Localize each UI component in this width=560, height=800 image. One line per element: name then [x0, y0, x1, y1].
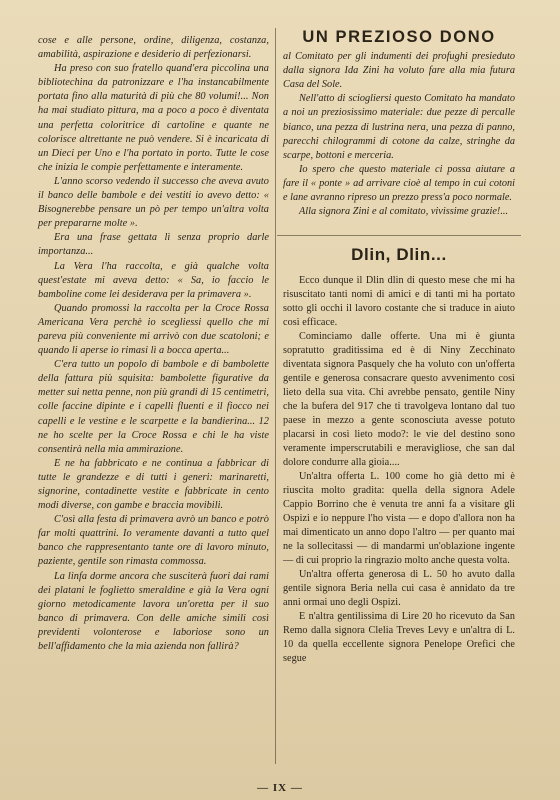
- paragraph: C'osì alla festa di primavera avrò un banco e potrò far molti quattrini. Io veramente davanti a tutto quel banco che rappresentanto tante ore di lavoro minuto, paziente, gentile son rimasta commossa.: [38, 514, 269, 568]
- section-title: Dlin, Dlin...: [351, 245, 447, 265]
- paragraph: Nell'atto di sciogliersi questo Comitato ha mandato a noi un preziosissimo materiale: due pezze di percalle bianco, una pezza di lustrina nera, una pezza di panno, parecchi chilogrammi di cotone da calze, stringhe da scarpe, bottoni e merceria.: [283, 93, 515, 161]
- paragraph: La linfa dorme ancora che susciterà fuori dai rami dei platani le foglietto smeraldine e già la Vera ogni giorno metodicamente lavora un'oretta per il suo banco di primavera. Con delle amiche simili così previdenti volonterose e laboriose sono un bell'affidamento che la mia azienda non fallirà?: [38, 570, 269, 653]
- paragraph: Era una frase gettata lì senza proprio darle importanza...: [38, 232, 269, 258]
- section-separator: [277, 235, 521, 236]
- paragraph: L'anno scorso vedendo il successo che aveva avuto il banco delle bambole e dei vestiti io avevo detto: « Bisognerebbe pensare un pò per tempo un'altra volta per prepararne molte ».: [38, 175, 269, 230]
- left-column: [38, 34, 269, 654]
- paragraph: cose e alle persone, ordine, diligenza, costanza, amabilità, aspirazione e desiderio di perfezionarsi.: [38, 35, 269, 61]
- paragraph: E ne ha fabbricato e ne continua a fabbricar di tutte le grandezze e di tutti i generi: marinaretti, signorine, contadinette vestite e fabbricate in cento modi diverse, con gambe e braccia movibili.: [38, 457, 269, 512]
- section-body: [283, 274, 515, 666]
- paragraph: Un'altra offerta generosa di L. 50 ho avuto dalla gentile signora Beria nella cui casa è annidato da tre anni ormai uno degli Ospizi.: [283, 569, 515, 609]
- column-divider: [275, 28, 276, 764]
- paragraph: Io spero che questo materiale ci possa aiutare a fare il « ponte » ad arrivare cioè al tempo in cui cotoni e lane avranno ripreso un prezzo press'a poco normale.: [283, 163, 515, 204]
- paragraph: Alla signora Zini e al comitato, vivissime grazie!...: [299, 206, 509, 218]
- paragraph: Quando promossi la raccolta per la Croce Rossa Americana Vera perchè io scegliessi quello che mi pareva più conveniente mi arrivò con due scatoloni; e quando li aperse io rimasi lì a bocca aperta...: [38, 302, 269, 357]
- paragraph: C'era tutto un popolo di bambole e di bambolette della fattura più squisita: bambolette figurative da metter sui netta penne, non più grandi di 15 centimetri, colle faccine dipinte e i capelli fluenti e il fiocco nei capelli e le vestine e le scarpette e la bandierina... 12 ne ho scelte per la Croce Rossa e chi le ha viste consentirà nella mia ammirazione.: [38, 359, 269, 455]
- right-column: [283, 28, 515, 666]
- paragraph: E n'altra gentilissima di Lire 20 ho ricevuto da San Remo dalla signora Clelia Treves Levy e un'altra di L. 10 da quella eccellente signora Penelope Orefici che segue: [283, 611, 515, 665]
- paragraph: Ha preso con suo fratello quand'era piccolina una bibliotechina da patronizzare e l'ha instancabilmente portata fino alla maturità di più che 80 volumi!... Non ha mai studiato pittura, ma a poco a poco è diventata una perfetta coloritrice di cartoline e quante ne colorisce altrettante ne può vendere. Si è incaricata di un Dieci per Uno e l'ha portato in porto. Tutte le cose che inizia le compie perfettamente e interamente.: [38, 63, 269, 173]
- paragraph: Ecco dunque il Dlin dlin di questo mese che mi ha risuscitato tanti nomi di amici e di tanti mi ha portato sotto gli occhi il lavoro costante che si traduce in aiuto così efficace.: [283, 275, 515, 329]
- section-body: [283, 50, 515, 219]
- section-title: UN PREZIOSO DONO: [302, 28, 496, 46]
- paragraph: Un'altra offerta L. 100 come ho già detto mi è riuscita molto gradita: quella della signora Adele Cappio Borrino che è venuta tre anni fa a visitare gli Ospizi e io neppure l'ho vista — e dopo d'allora non ha mai dimenticato un anno dopo l'altro — per quanto mai ne la sollecitassi — di mandarmi un'oblazione ingente — di cui proprio la ringrazio molto anche questa volta.: [283, 471, 515, 567]
- paragraph: Cominciamo dalle offerte. Una mi è giunta sopratutto graditissima ed è di Niny Zecchinato diventata signora Pasquely che ha voluto con un'offerta gentile e generosa consacrare questo avvenimento così lieto della sua vita. Chi avrebbe pensato, gentile Niny che la bufera del 917 che ti travolgeva lontano dal tuo paese in mezzo a gente sconosciuta avesse potuto placarsi in così lieto modo?: le vie del destino sono veramente imperscrutabili e meravigliose, che san dal dolore condurre alla gioia....: [283, 331, 515, 469]
- paragraph: La Vera l'ha raccolta, e già qualche volta quest'estate mi aveva detto: « Sa, io faccio le bamboline come lei desiderava per la primavera ».: [38, 260, 269, 300]
- paragraph: al Comitato per gli indumenti dei profughi presieduto dalla signora Ida Zini ha voluto fare alla mia futura Casa del Sole.: [283, 51, 515, 91]
- page-number: — IX —: [257, 782, 303, 794]
